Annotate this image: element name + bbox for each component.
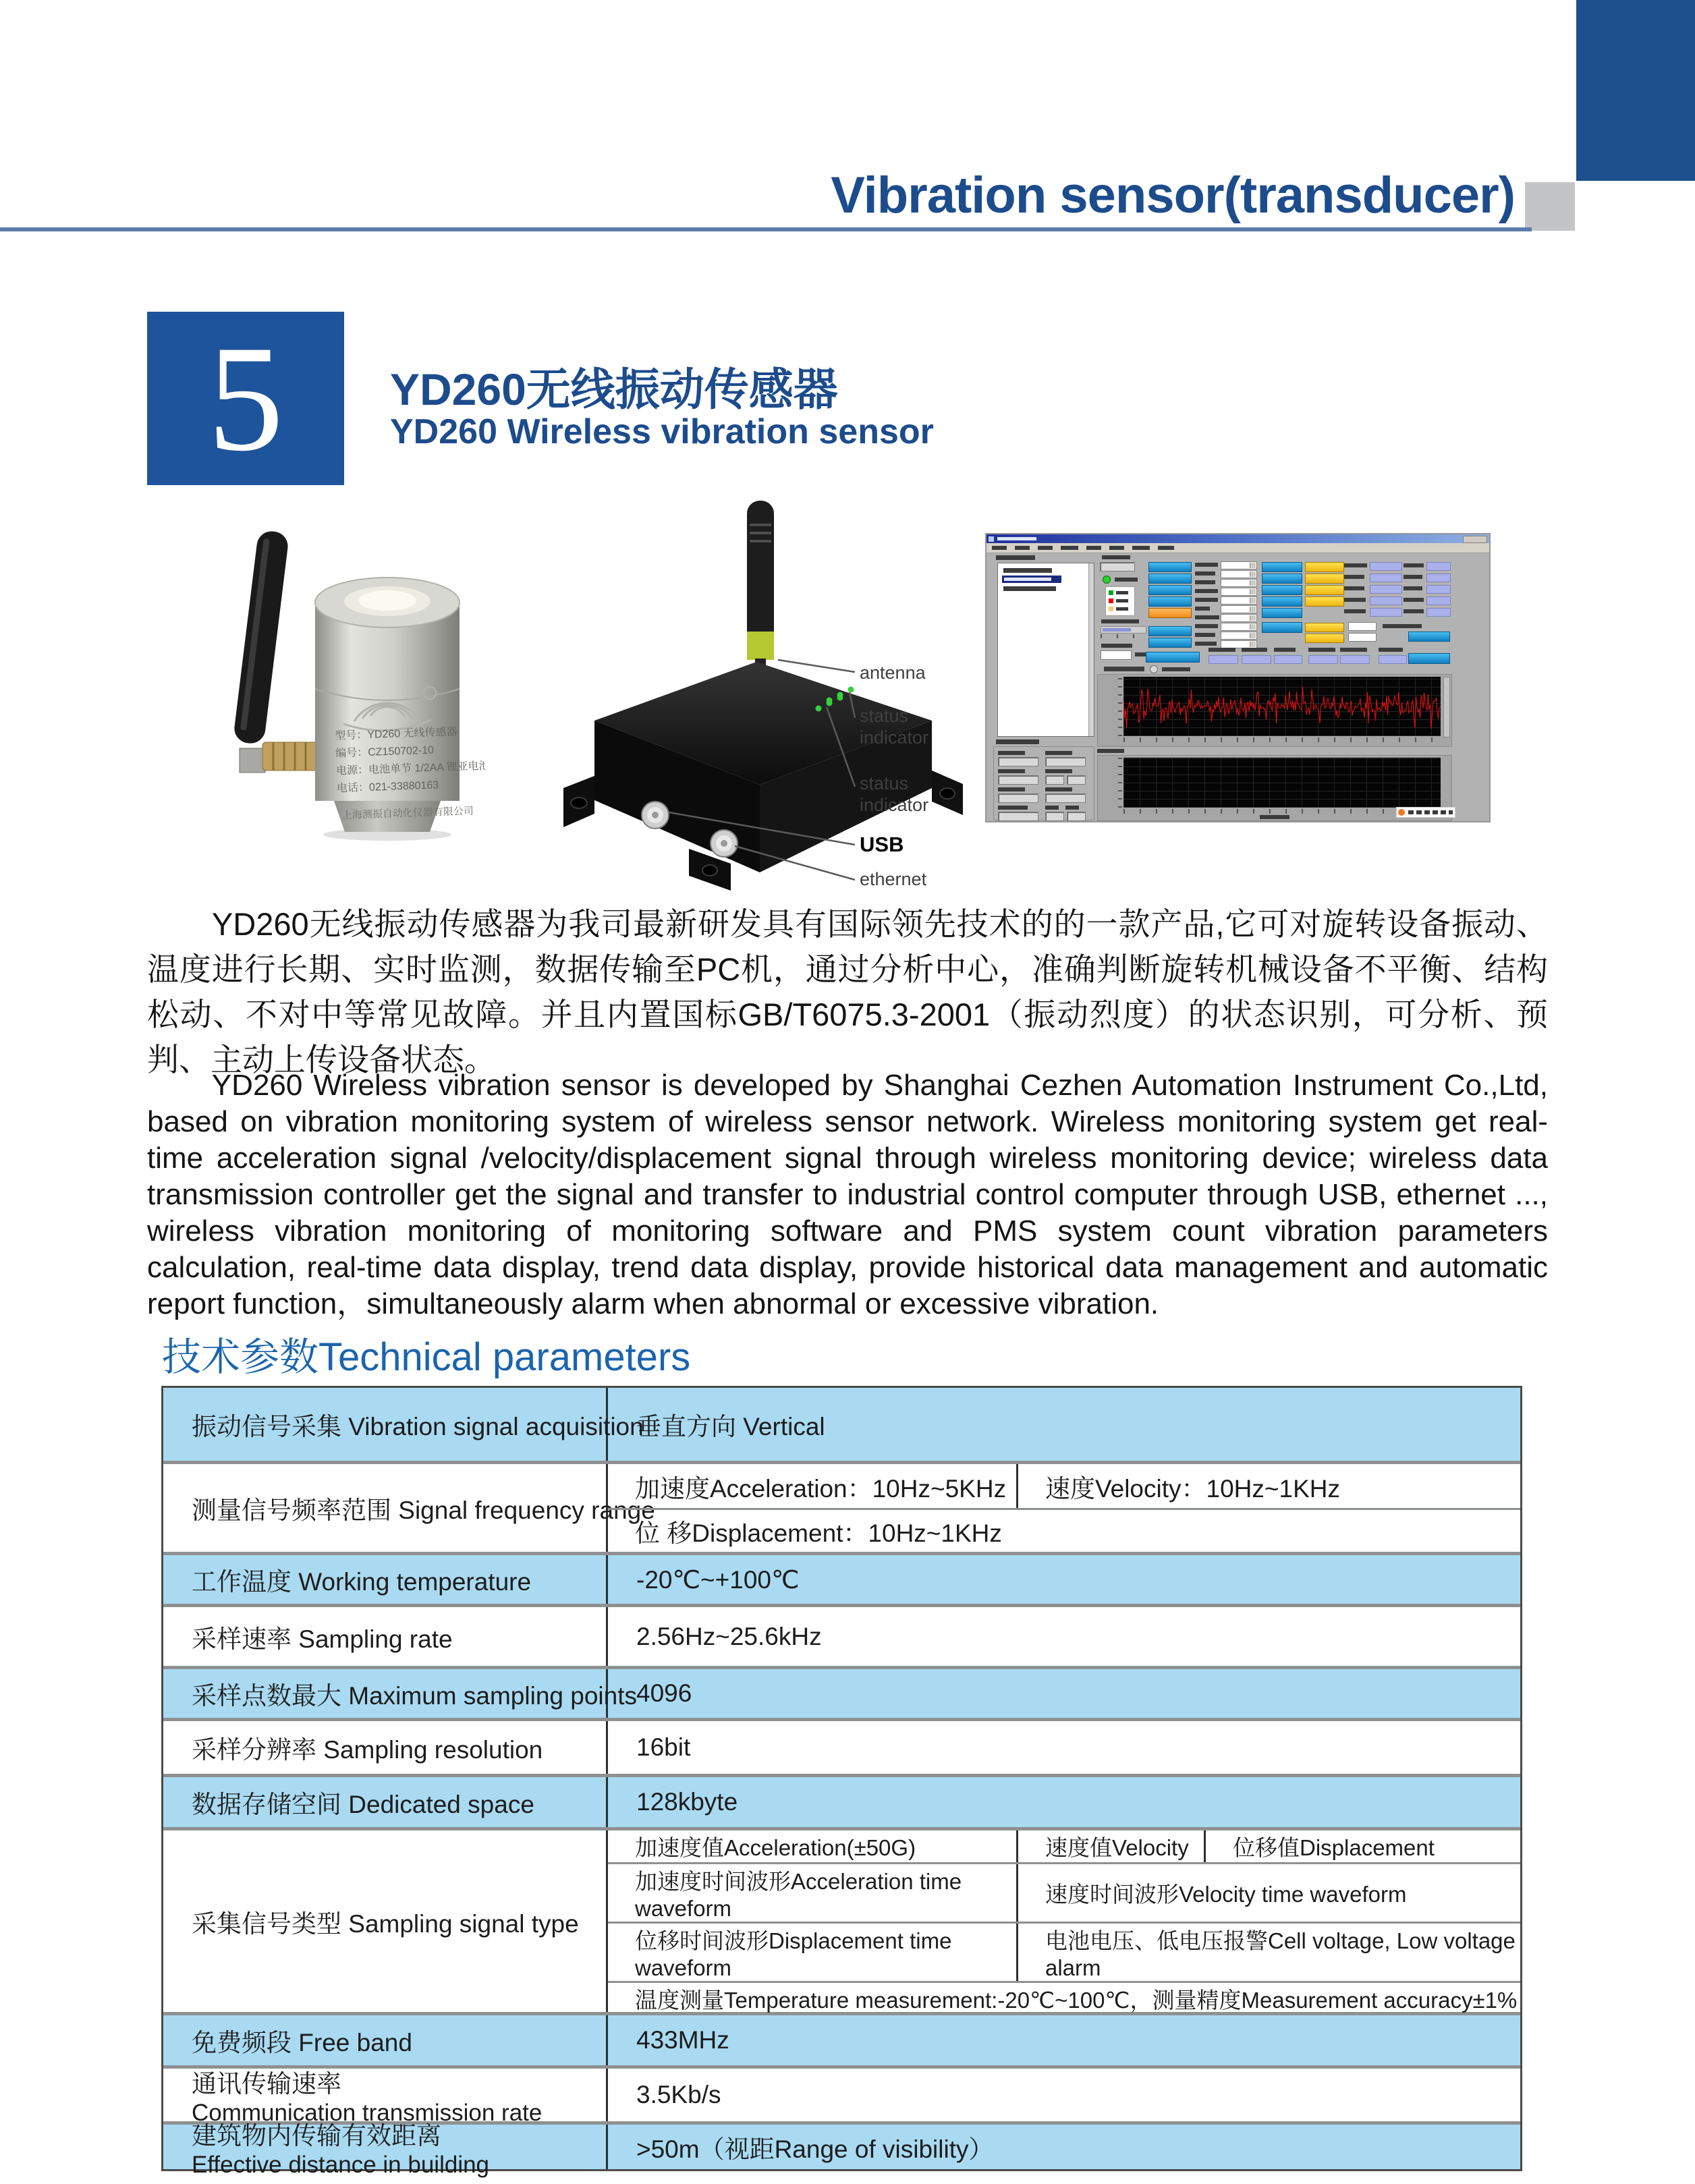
sw-button-yellow <box>1305 596 1344 607</box>
sw-info-label <box>996 739 1039 744</box>
sw-led <box>1103 576 1111 584</box>
sw-button <box>1408 653 1450 664</box>
cell-acceleration-value: 加速度值Acceleration(±50G) <box>608 1830 1018 1862</box>
sw-readout-fields <box>1344 562 1452 617</box>
row-label-text: 测量信号频率范围 Signal frequency range <box>192 1496 655 1524</box>
row-label-line1: 建筑物内传输有效距离 <box>192 2122 441 2150</box>
section-title-en: YD260 Wireless vibration sensor <box>390 412 934 451</box>
cell-temperature: 温度测量Temperature measurement:-20℃~100℃，测量精度Measurement accuracy±1% <box>635 1988 1518 2013</box>
sw-chart-scrollbar <box>1443 677 1450 737</box>
row-value: -20℃~+100℃ <box>636 1565 800 1594</box>
header-accent-rectangle <box>1576 0 1695 181</box>
cell-velocity-range: 速度Velocity：10Hz~1KHz <box>1045 1474 1340 1503</box>
sw-button <box>1148 562 1192 572</box>
sw-button-yellow <box>1305 573 1344 584</box>
header-gray-square <box>1525 182 1575 231</box>
row-value: 4096 <box>636 1679 692 1707</box>
row-label-text: 采样分辨率 Sampling resolution <box>192 1736 543 1764</box>
receiver-drawing <box>554 498 979 896</box>
cell-velocity-value: 速度值Velocity <box>1018 1830 1206 1862</box>
row-label-text: 免费频段 Free band <box>192 2029 412 2056</box>
sw-watermark-logo <box>1396 807 1455 818</box>
table-row <box>163 1718 1520 1774</box>
cell-voltage-alarm: 电池电压、低电压报警Cell voltage, Low voltage alarm <box>1045 1928 1516 1980</box>
tech-parameters-title: 技术参数Technical parameters <box>162 1335 691 1379</box>
sw-dropdown-column <box>1195 561 1257 648</box>
row-label-line1: 通讯传输速率 <box>192 2070 341 2098</box>
sw-menubar <box>987 543 1489 553</box>
tech-parameters-table <box>161 1386 1522 2178</box>
callout-status-1: status <box>860 706 909 726</box>
sw-titlebar <box>987 534 1489 543</box>
sw-unit-knob <box>1150 665 1158 673</box>
usb-connector <box>642 802 669 829</box>
table-row <box>163 2012 1520 2065</box>
sw-sensor-listbox <box>997 563 1094 737</box>
sw-list-item <box>1003 568 1052 573</box>
table-row <box>163 2121 1520 2178</box>
cell-displacement-value: 位移值Displacement <box>1233 1835 1435 1860</box>
sw-button <box>1262 596 1302 607</box>
sw-button <box>1148 596 1192 607</box>
sw-button-wide <box>1146 652 1200 663</box>
callout-indicator-1: indicator <box>860 727 929 748</box>
sw-x-ticks <box>1123 737 1441 742</box>
sw-button <box>1408 632 1450 642</box>
row-value-grid <box>608 1464 1520 1552</box>
sw-slider <box>1101 626 1146 634</box>
sw-button-yellow <box>1305 634 1344 643</box>
sw-waveform-chart <box>1097 674 1452 747</box>
row-value: 16bit <box>636 1733 691 1761</box>
engraving-line: 型号：YD260 无线传感器 <box>335 726 457 742</box>
sw-field-label <box>1102 555 1130 559</box>
cell-vel-waveform: 速度时间波形Velocity time waveform <box>1045 1882 1407 1907</box>
cell-displacement-range: 位 移Displacement：10Hz~1KHz <box>635 1519 1002 1547</box>
sw-field <box>1100 562 1135 571</box>
table-row <box>163 1388 1520 1461</box>
table-row <box>163 1552 1520 1604</box>
sw-tree-label <box>996 555 1035 560</box>
callout-status-2: status <box>860 773 909 793</box>
sw-button-orange <box>1148 608 1192 618</box>
engraving-company: 上海测振自动化仪器有限公司 <box>341 805 474 822</box>
sw-button <box>1262 562 1302 572</box>
cell-acc-waveform: 加速度时间波形Acceleration time waveform <box>608 1864 1018 1922</box>
section-number-badge: 5 <box>147 312 344 485</box>
sw-waveform-plot <box>1123 677 1441 736</box>
table-row <box>163 1666 1520 1718</box>
sw-button <box>1262 622 1302 633</box>
row-value: 128kbyte <box>636 1788 738 1816</box>
sw-button <box>1148 638 1192 648</box>
sw-slider-ticks <box>1101 634 1145 638</box>
row-value: 3.5Kb/s <box>636 2081 721 2108</box>
sw-spinbox <box>1348 633 1377 642</box>
sensor-photo <box>161 519 485 843</box>
header-rule-line <box>0 227 1532 231</box>
sw-list-item-selected <box>1002 576 1061 583</box>
row-value: >50m（视距Range of visibility） <box>636 2135 994 2163</box>
engraving-line: 电话：021-33880163 <box>336 779 439 795</box>
sw-list-item <box>1003 586 1056 591</box>
table-row <box>163 1461 1520 1552</box>
sw-button-yellow <box>1305 623 1344 632</box>
cell-disp-waveform: 位移时间波形Displacement time waveform <box>608 1924 1018 1981</box>
section-title-cn: YD260无线振动传感器 <box>390 364 838 414</box>
callout-usb: USB <box>860 833 904 856</box>
table-row <box>163 2065 1520 2126</box>
software-screenshot <box>985 533 1491 822</box>
cell-acceleration-range: 加速度Acceleration：10Hz~5KHz <box>608 1464 1018 1508</box>
callout-ethernet: ethernet <box>860 869 927 889</box>
sw-button <box>1262 573 1302 584</box>
sw-spinbox <box>1348 622 1377 631</box>
callout-indicator-2: indicator <box>860 795 929 815</box>
sw-info-panel <box>993 746 1094 820</box>
row-value: 433MHz <box>636 2026 729 2054</box>
row-label-line2: Effective distance in building <box>192 2152 490 2178</box>
sw-legend <box>1105 586 1135 616</box>
row-label-text: 采样速率 Sampling rate <box>192 1625 453 1653</box>
sw-button <box>1262 585 1302 595</box>
table-row <box>163 1604 1520 1666</box>
sensor-photo-drawing <box>161 519 485 843</box>
row-value: 垂直方向 Vertical <box>636 1413 825 1440</box>
row-label <box>163 1464 655 1552</box>
wireless-receiver-figure <box>554 498 979 896</box>
table-row <box>163 1827 1520 2012</box>
sw-button <box>1262 608 1302 618</box>
sw-button-yellow <box>1305 562 1344 572</box>
row-label-text: 振动信号采集 Vibration signal acquisition <box>192 1413 644 1440</box>
sw-button <box>1148 585 1192 595</box>
row-label-text: 采样点数最大 Maximum sampling points <box>192 1682 637 1710</box>
antenna-elbow <box>240 748 265 773</box>
sw-button <box>1148 573 1192 584</box>
row-label-line2: Communication transmission rate <box>192 2100 543 2126</box>
sw-spinbox <box>1101 650 1132 660</box>
ethernet-connector <box>711 830 738 857</box>
sw-button <box>1148 626 1192 636</box>
row-value-grid <box>608 1830 1520 2012</box>
row-label-text: 采集信号类型 Sampling signal type <box>192 1909 579 1938</box>
sw-trend-plot <box>1123 758 1441 808</box>
table-row <box>163 1774 1520 1827</box>
intro-paragraph-en: YD260 Wireless vibration sensor is developed by Shanghai Cezhen Automation Instrument Co.,Ltd, based on vibration monitoring system of wireless sensor network. Wireless monitoring system get real-time acceleration signal /velocity/displacement signal through wireless monitoring device; wireless data transmission controller get the signal and transfer to industrial control computer through USB, ethernet ..., wireless vibration monitoring of monitoring software and PMS system count vibration parameters calculation, real-time data display, trend data display, provide historical data management and automatic report function，simultaneously alarm when abnormal or excessive vibration. <box>147 1069 1548 1320</box>
row-value: 2.56Hz~25.6kHz <box>636 1622 822 1650</box>
sw-list-scrollbar <box>1088 563 1094 736</box>
engraving-line: 编号：CZ150702-10 <box>335 744 435 760</box>
page-title: Vibration sensor(transducer) <box>831 167 1515 224</box>
sw-title-text <box>997 537 1036 540</box>
row-label <box>163 1388 644 1461</box>
callout-antenna: antenna <box>860 663 926 683</box>
receiver-antenna <box>747 501 774 668</box>
row-label-text: 工作温度 Working temperature <box>192 1568 532 1596</box>
row-label-text: 数据存储空间 Dedicated space <box>192 1791 534 1818</box>
sw-window-buttons <box>1463 536 1487 543</box>
sma-connector <box>262 742 319 771</box>
sw-button-yellow <box>1305 585 1344 595</box>
sensor-antenna <box>233 530 289 745</box>
engraving-line: 电源：电池单节 1/2AA 锂亚电池 <box>335 760 485 777</box>
intro-paragraph-cn: YD260无线振动传感器为我司最新研发具有国际领先技术的的一款产品,它可对旋转设备振动、温度进行长期、实时监测，数据传输至PC机，通过分析中心，准确判断旋转机械设备不平衡、结构松动、不对中等常见故障。并且内置国标GB/T6075.3-2001（振动烈度）的状态识别，可分析、预判、主动上传设备状态。 <box>147 906 1548 1077</box>
sw-app-icon <box>989 536 994 542</box>
